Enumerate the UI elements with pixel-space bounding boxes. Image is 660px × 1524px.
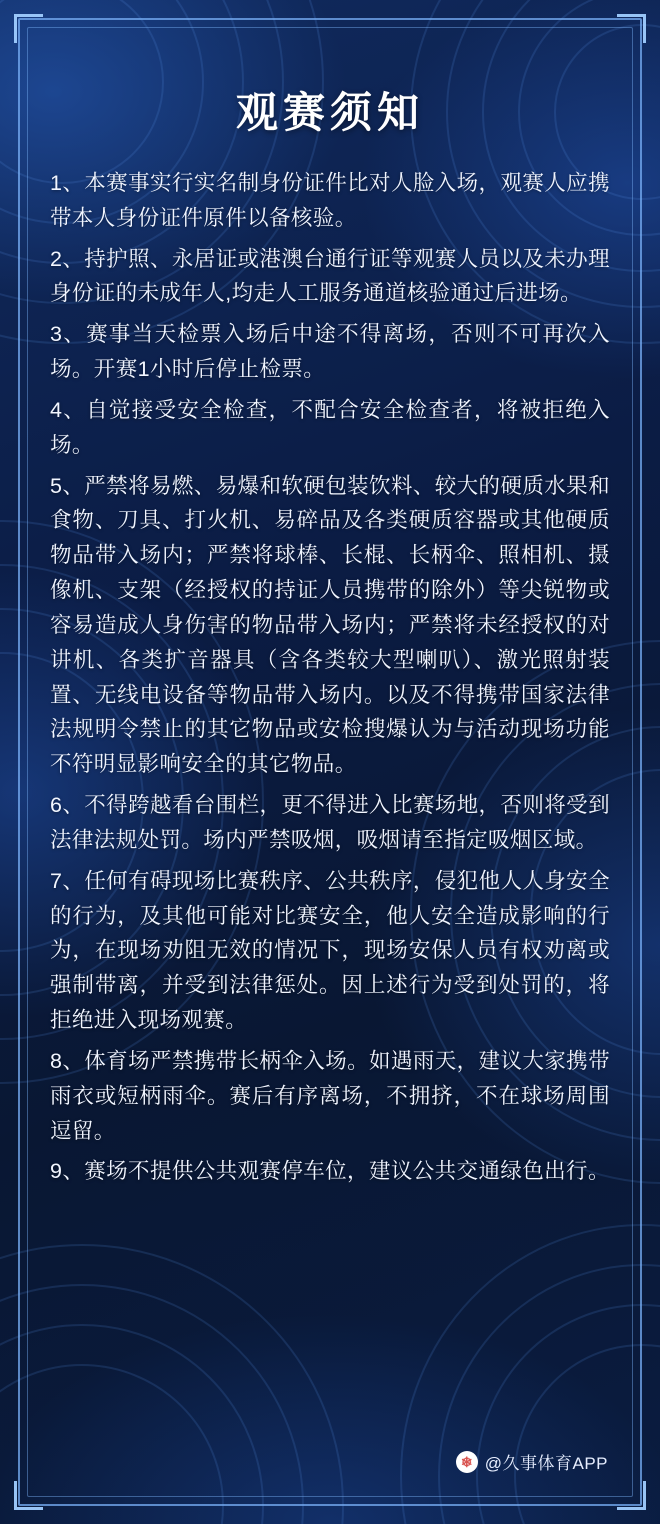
rule-item: 1、本赛事实行实名制身份证件比对人脸入场，观赛人应携带本人身份证件原件以备核验。 xyxy=(50,171,610,230)
rule-item: 3、赛事当天检票入场后中途不得离场，否则不可再次入场。开赛1小时后停止检票。 xyxy=(50,322,610,382)
rule-item: 4、自觉接受安全检查，不配合安全检查者，将被拒绝入场。 xyxy=(50,397,610,457)
rule-item: 8、体育场严禁携带长柄伞入场。如遇雨天，建议大家携带雨衣或短柄雨伞。赛后有序离场，不拥挤，不在球场周围逗留。 xyxy=(50,1048,610,1143)
poster-content xyxy=(44,44,616,1480)
rule-item: 6、不得跨越看台围栏，更不得进入比赛场地，否则将受到法律法规处罚。场内严禁吸烟，吸烟请至指定吸烟区域。 xyxy=(50,793,610,852)
rule-item: 2、持护照、永居证或港澳台通行证等观赛人员以及未办理身份证的未成年人,均走人工服务通道核验通过后进场。 xyxy=(50,246,610,306)
corner-ornament-bottom-left xyxy=(14,1481,43,1510)
page-title: 观赛须知 xyxy=(235,89,424,136)
rule-item: 7、任何有碍现场比赛秩序、公共秩序，侵犯他人人身安全的行为，及其他可能对比赛安全，他人安全造成影响的行为，在现场劝阻无效的情况下，现场安保人员有权劝离或强制带离，并受到法律惩处。因上述行为受到处罚的，将拒绝进入现场观赛。 xyxy=(50,868,610,1033)
rule-item: 9、赛场不提供公共观赛停车位，建议公共交通绿色出行。 xyxy=(50,1159,610,1184)
rule-item: 5、严禁将易燃、易爆和软硬包装饮料、较大的硬质水果和食物、刀具、打火机、易碎品及各类硬质容器或其他硬质物品带入场内；严禁将球棒、长棍、长柄伞、照相机、摄像机、支架（经授权的持证人员携带的除外）等尖锐物或容易造成人身伤害的物品带入场内；严禁将未经授权的对讲机、各类扩音器具（含各类较大型喇叭）、激光照射装置、无线电设备等物品带入场内。以及不得携带国家法律法规明令禁止的其它物品或安检搜爆认为与活动现场功能不符明显影响安全的其它物品。 xyxy=(50,473,610,777)
account-name: @久事体育APP xyxy=(484,1454,608,1473)
footer-credit xyxy=(456,1449,608,1474)
corner-ornament-top-right xyxy=(617,14,646,43)
weibo-icon: ❄ xyxy=(456,1451,478,1473)
corner-ornament-top-left xyxy=(14,14,43,43)
corner-ornament-bottom-right xyxy=(617,1481,646,1510)
rules-list xyxy=(44,166,616,1189)
